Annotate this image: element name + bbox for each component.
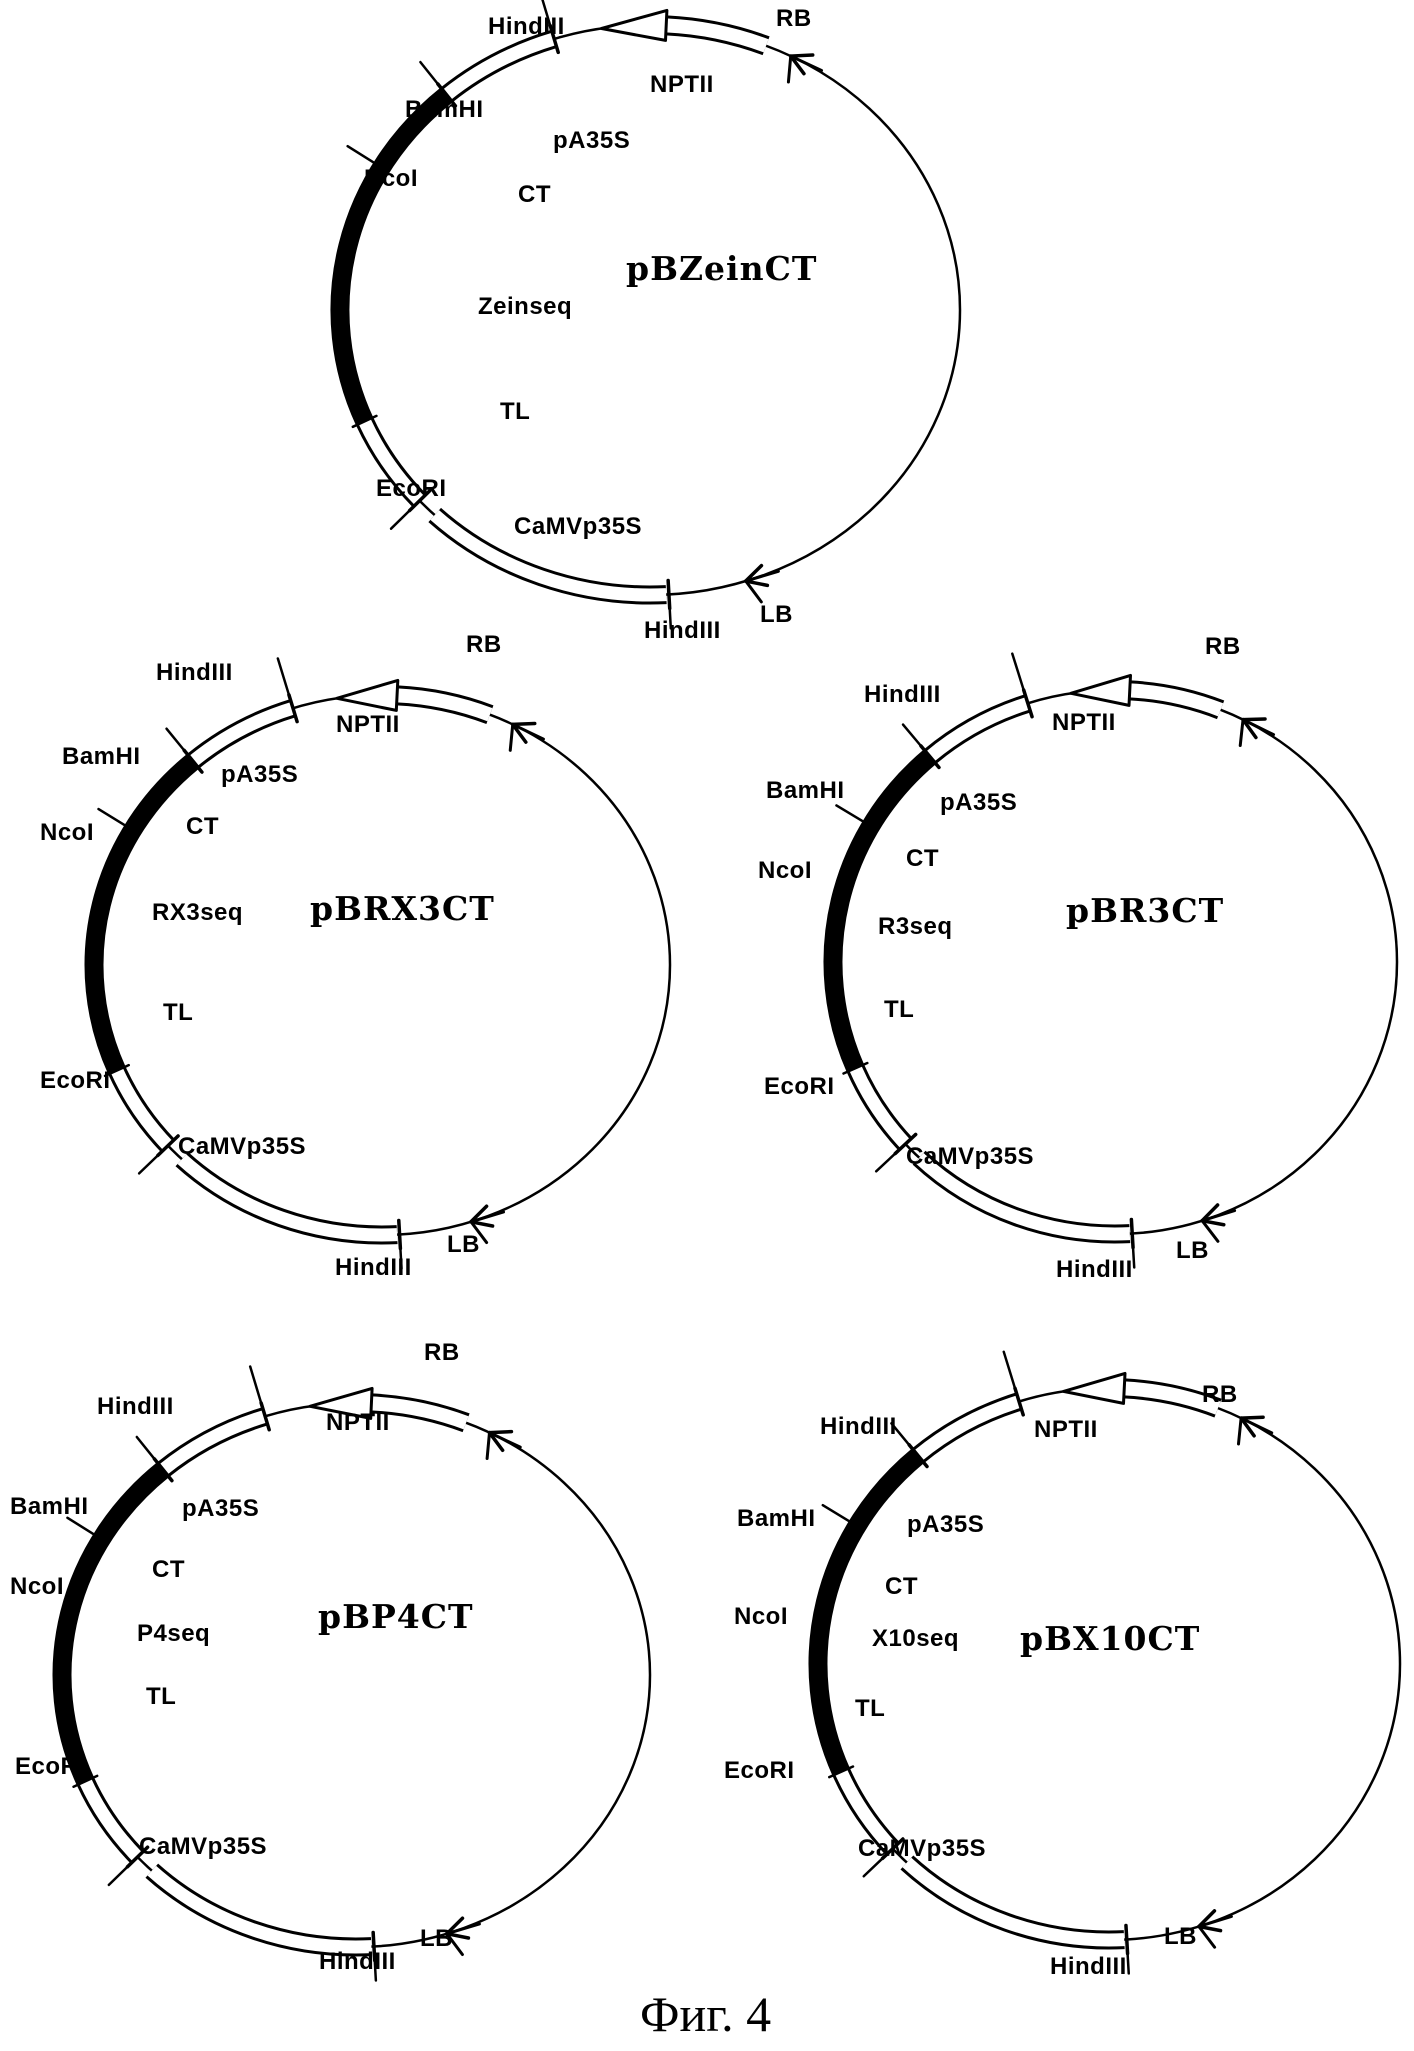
hindiii-top-label: HindIII [488,13,565,40]
tl-label: TL [163,999,194,1026]
rb-label: RB [466,631,502,658]
ct-label: CT [885,1573,918,1600]
tl-arc-inner [85,1781,137,1857]
hindiii-bottom-leader [1128,1953,1129,1973]
lb-label: LB [420,1925,453,1952]
ct-label: CT [152,1556,185,1583]
seq-region-label: R3seq [878,913,953,940]
nptii-arrowhead-icon [1071,675,1131,705]
rb-arrow-icon [791,55,813,56]
bamhi-label: BamHI [405,96,484,123]
bamhi-label: BamHI [766,777,845,804]
seq-region-arc [340,95,447,422]
bamhi-leader [420,62,437,84]
camvp35s-arc-inner [182,1159,397,1235]
hindiii-top-label: HindIII [864,681,941,708]
ncoi-label: NcoI [364,165,419,192]
hindiii-bottom-leader [1133,1247,1134,1267]
hindiii-bottom-tick [1131,1220,1133,1248]
rb-arrow-icon-fork [788,56,790,82]
plasmid-diagram-2 [833,654,1397,1268]
hindiii-top-leader [1004,1352,1015,1388]
rb-arrow-icon-fork [1238,1418,1241,1444]
hindiii-bottom-tick [399,1221,401,1249]
ecori-label: EcoRI [724,1757,795,1784]
plasmid-title: pBZeinCT [626,249,818,288]
bamhi-leader [137,1437,155,1459]
tl-label: TL [500,398,531,425]
pa35s-label: pA35S [907,1511,985,1538]
seq-region-arc [818,1456,918,1772]
nptii-label: NPTII [326,1409,390,1436]
nptii-arrowhead-icon [1064,1373,1126,1403]
camvp35s-label: CaMVp35S [514,513,643,540]
camvp35s-label: CaMVp35S [906,1143,1035,1170]
ct-label: CT [186,813,219,840]
ncoi-leader [348,146,375,163]
bamhi-label: BamHI [737,1505,816,1532]
rb-arrow-icon [1241,1417,1263,1418]
pa35s-arc-inner [918,1402,1019,1456]
tl-arc-inner [117,1071,168,1146]
rb-arrow-icon-fork [510,724,513,750]
hindiii-top-label: HindIII [97,1393,174,1420]
ncoi-leader [836,805,863,821]
ncoi-label: NcoI [40,819,95,846]
seq-region-label: X10seq [872,1625,960,1652]
tl-arc-inner [855,1068,905,1144]
rb-label: RB [1202,1381,1238,1408]
ecori-label: EcoRI [376,475,447,502]
nptii-arrowhead-icon [337,680,398,710]
ecori-leader [876,1154,895,1172]
camvp35s-label: CaMVp35S [178,1133,307,1160]
ct-label: CT [518,181,551,208]
ecori-leader [391,510,410,528]
lb-label: LB [447,1231,480,1258]
rb-label: RB [424,1339,460,1366]
bamhi-label: BamHI [10,1493,89,1520]
plasmid-diagram-3 [62,1367,650,1981]
pa35s-label: pA35S [553,127,631,154]
ncoi-label: NcoI [734,1603,789,1630]
rb-arrow-icon [1243,719,1265,720]
lb-label: LB [1176,1237,1209,1264]
hindiii-top-leader [250,1367,261,1403]
pa35s-label: pA35S [221,761,299,788]
ecori-leader [109,1867,128,1885]
nptii-arrowhead-icon [602,10,667,40]
lb-label: LB [760,601,793,628]
hindiii-bottom-label: HindIII [1056,1256,1133,1283]
hindiii-top-leader [1012,654,1023,690]
rb-arrow-icon [513,723,535,724]
hindiii-bottom-label: HindIII [319,1948,396,1975]
pa35s-label: pA35S [940,789,1018,816]
ncoi-leader [823,1505,850,1522]
pa35s-arc-inner [193,708,293,761]
hindiii-top-label: HindIII [156,659,233,686]
rb-arrow-icon [489,1432,511,1433]
tl-label: TL [855,1695,886,1722]
ct-label: CT [906,845,939,872]
nptii-label: NPTII [336,711,400,738]
rb-arrow-icon-fork [1240,720,1243,746]
nptii-label: NPTII [1034,1416,1098,1443]
pa35s-arc-inner [930,703,1028,756]
nptii-label: NPTII [1052,709,1116,736]
hindiii-top-label: HindIII [820,1413,897,1440]
figure-caption: Фиг. 4 [640,1986,772,2042]
plasmid-title: pBRX3CT [310,889,495,928]
camvp35s-arc-inner [907,1863,1124,1940]
plasmid-title: pBX10CT [1020,1619,1201,1658]
ecori-leader [139,1155,158,1173]
lb-label: LB [1164,1923,1197,1950]
ncoi-label: NcoI [758,857,813,884]
ncoi-label: NcoI [10,1573,65,1600]
camvp35s-arc-inner [152,1871,372,1947]
bamhi-leader [167,729,185,751]
plasmid-title: pBP4CT [318,1597,474,1636]
ncoi-leader [67,1518,94,1535]
ecori-label: EcoRI [15,1753,86,1780]
rb-label: RB [1205,633,1241,660]
hindiii-top-leader [278,658,289,694]
rb-arrow-icon-fork [487,1433,489,1459]
hindiii-bottom-label: HindIII [335,1254,412,1281]
hindiii-bottom-label: HindIII [644,617,721,644]
camvp35s-label: CaMVp35S [858,1835,987,1862]
pa35s-label: pA35S [182,1495,260,1522]
hindiii-bottom-tick [668,580,670,608]
plasmid-diagram-4 [818,1352,1400,1974]
hindiii-bottom-label: HindIII [1050,1953,1127,1980]
bamhi-leader [903,725,921,746]
ecori-label: EcoRI [764,1073,835,1100]
seq-region-label: RX3seq [152,899,244,926]
plasmid-title: pBR3CT [1066,891,1225,930]
seq-region-label: P4seq [137,1620,211,1647]
seq-region-label: Zeinseq [478,293,573,320]
bamhi-label: BamHI [62,743,141,770]
camvp35s-label: CaMVp35S [139,1833,268,1860]
pa35s-arc-inner [163,1416,265,1469]
pa35s-arc-inner [447,39,555,95]
plasmid-diagram-1 [94,658,670,1268]
tl-label: TL [884,996,915,1023]
nptii-label: NPTII [650,71,714,98]
rb-label: RB [776,5,812,32]
ecori-label: EcoRI [40,1067,111,1094]
tl-label: TL [146,1683,177,1710]
ncoi-leader [99,809,126,826]
hindiii-bottom-tick [1126,1926,1128,1954]
